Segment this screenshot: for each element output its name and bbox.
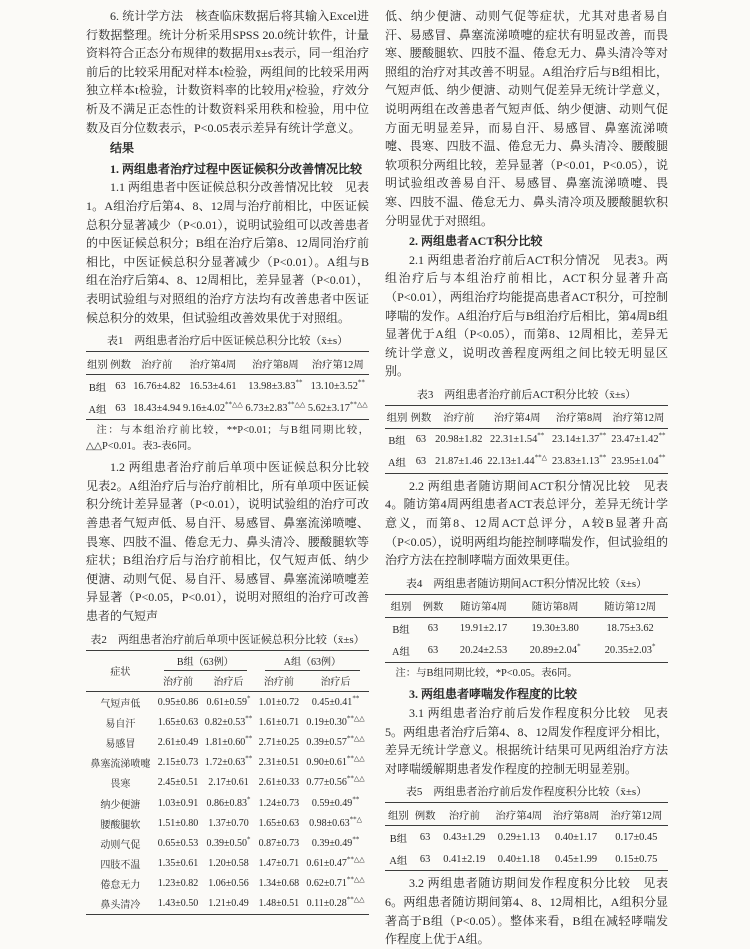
table-cell: 0.61±0.47**△△	[306, 855, 365, 870]
group-header: A组（63例）	[256, 650, 369, 671]
table-cell: 0.40±1.17	[555, 831, 598, 843]
table-cell: 0.43±1.29	[443, 831, 486, 843]
table-cell: 纳少便溏	[100, 799, 141, 811]
table-cell: 1.65±0.63	[258, 817, 300, 829]
table-cell: 0.39±0.49**	[311, 835, 360, 849]
table-cell: 0.45±0.41**	[311, 694, 360, 708]
table-2-block	[86, 631, 369, 915]
table-2	[86, 650, 369, 915]
table-cell: 19.91±2.17	[459, 623, 508, 635]
table-cell: 18.43±4.94	[133, 402, 181, 414]
column-header: 治疗前	[433, 405, 485, 428]
table-cell: 63	[427, 645, 439, 657]
paragraph-statistical-methods: 6. 统计学方法 核查临床数据后将其输入Excel进行数据整理。统计分析采用SPSS 20.0统计软件，计量资料符合正态分布规律的数据用x̄±s表示，同一组治疗前后的比较采用配对样本t检验，两组间的比较采用两独立样本t检验，计数资料率的比较用χ²检验，疗效分析及不满足正态性的计数资料采用秩和检验，用中位数及百分位数表示，P<0.05表示差异有统计学意义。	[86, 9, 369, 135]
table-4-block	[385, 575, 668, 682]
table-cell: B组	[88, 382, 107, 394]
table-cell: 0.45±1.99	[555, 853, 598, 865]
column-header: 治疗第12周	[609, 405, 668, 428]
column-header: 例数	[409, 405, 433, 428]
column-header: 组别	[385, 594, 417, 617]
table-cell: B组	[392, 625, 410, 637]
table-cell: 2.31±0.51	[258, 757, 300, 769]
table-cell: 21.87±1.46	[435, 456, 483, 468]
column-header: 治疗第8周	[244, 352, 306, 375]
left-column	[86, 7, 382, 949]
column-header: 症状	[86, 650, 155, 691]
table-cell: A组	[388, 458, 406, 470]
table-cell: 19.30±3.80	[531, 623, 579, 635]
table-cell: 6.73±2.83**△△	[245, 400, 306, 414]
table-cell: 1.48±0.51	[258, 898, 300, 910]
table-cell: 63	[115, 402, 126, 414]
table-cell: 0.86±0.83*	[206, 795, 251, 809]
table-cell: 易感冒	[105, 738, 136, 750]
table-3-title: 表3 两组患者治疗前后ACT积分比较（x̄±s）	[416, 388, 637, 401]
table-cell: 1.34±0.68	[258, 878, 300, 890]
table-cell: 16.53±4.61	[189, 380, 237, 392]
table-cell: 鼻塞流涕喷嚏	[90, 759, 151, 771]
table-cell: 22.31±1.54**	[490, 431, 545, 446]
table-cell: 倦怠无力	[100, 880, 141, 892]
table-2-title: 表2 两组患者治疗前后单项中医证候总积分比较（x̄±s）	[90, 633, 365, 646]
column-header: 治疗第4周	[485, 405, 550, 428]
table-row	[86, 773, 369, 793]
table-cell: 1.61±0.71	[258, 716, 300, 728]
table-3	[385, 405, 668, 474]
right-column	[385, 7, 668, 949]
table-cell: 动则气促	[100, 839, 141, 851]
table-cell: 9.16±4.02**△△	[182, 400, 243, 414]
table-cell: 0.41±2.19	[443, 853, 486, 865]
column-header: 治疗后	[302, 671, 369, 692]
table-cell: 23.47±1.42**	[611, 431, 666, 446]
table-cell: 0.39±0.50*	[206, 835, 251, 849]
table-cell: 1.03±0.91	[157, 797, 199, 809]
table-4	[385, 594, 668, 663]
table-5-block	[385, 783, 668, 871]
column-header: 治疗第8周	[547, 803, 604, 826]
table-cell: 1.51±0.80	[157, 817, 199, 829]
table-cell: 13.10±3.52**	[310, 378, 365, 392]
table-cell: 0.95±0.86	[157, 696, 199, 708]
table-cell: 0.90±0.61**△△	[306, 754, 365, 769]
table-cell: 畏寒	[110, 779, 131, 791]
column-header: 治疗第12周	[307, 352, 369, 375]
paragraph-1-1: 1.1 两组患者中医证候总积分改善情况比较 见表1。A组治疗后第4、8、12周与治疗前相比，中医证候总积分显著减少（P<0.01），说明试验组可以改善患者的中医证候总积分；B组在治疗后第8、12周同治疗前相比，中医证候总积分显著减少（P<0.01）。A组与B组在治疗后第4、8、12周相比，差异显著（P<0.01），表明试验组与对照组的治疗方法均有改善患者中医证候总积分的效果，但试验组改善效果优于对照组。	[86, 180, 369, 325]
table-cell: 2.61±0.49	[157, 736, 199, 748]
table-cell: 腰酸腿软	[100, 819, 141, 831]
table-cell: 2.71±0.25	[258, 736, 300, 748]
column-header: 治疗前	[256, 671, 302, 692]
table-cell: 1.65±0.63	[157, 716, 199, 728]
paragraph-1-2: 1.2 两组患者治疗前后单项中医证候总积分比较 见表2。A组治疗后与治疗前相比，所有单项中医证候积分统计差异显著（P<0.01），说明试验组的治疗可改善患者气短声低、易自汗、易感冒、鼻塞流涕喷嚏、畏寒、四肢不温、倦怠无力、鼻头清冷、腰酸腿软等症状；B组治疗后与治疗前相比，仅气短声低、纳少便溏、动则气促、易自汗、易感冒、鼻塞流涕喷嚏差异显著（P<0.05，P<0.01），说明对照组的治疗可改善患者的气短声	[86, 460, 382, 624]
table-1-title: 表1 两组患者治疗后中医证候总积分比较（x̄±s）	[106, 335, 349, 348]
table-cell: 18.75±3.62	[606, 623, 654, 635]
table-cell: A组	[392, 647, 410, 659]
table-row	[86, 397, 369, 420]
table-cell: 16.76±4.82	[133, 380, 181, 392]
table-1-block	[86, 332, 369, 454]
table-row	[385, 848, 668, 871]
table-5-title: 表5 两组患者治疗前后发作程度积分比较（x̄±s）	[405, 786, 648, 799]
table-cell: 1.06±0.56	[208, 878, 249, 890]
table-row	[86, 833, 369, 853]
table-cell: 63	[427, 623, 439, 635]
table-cell: 1.24±0.73	[258, 797, 300, 809]
table-row	[385, 428, 668, 451]
table-cell: 1.20±0.58	[208, 858, 249, 870]
table-cell: 1.81±0.60**	[204, 734, 253, 748]
heading-results: 结果	[110, 141, 135, 156]
table-cell: 0.77±0.56**△△	[306, 775, 365, 789]
paragraph-continuation: 低、纳少便溏、动则气促等症状，尤其对患者易自汗、易感冒、鼻塞流涕喷嚏的症状有明显改善，而畏寒、腰酸腿软、四肢不温、倦怠无力、鼻头清冷等对照组的治疗对其改善不明显。A组治疗后与B组相比，气短声低、纳少便溏、动则气促差异无统计学意义，说明两组在改善患者气短声低、纳少便溏、动则气促方面无明显差异，而易自汗、易感冒、鼻塞流涕喷嚏、畏寒、四肢不温、倦怠无力、鼻头清冷、腰酸腿软项积分两组比较，差异显著（P<0.01，P<0.05），说明试验组改善易自汗、易感冒、鼻塞流涕喷嚏、畏寒、四肢不温、倦怠无力、鼻头清冷项及腰酸腿软积分明显优于对照组。	[385, 9, 668, 228]
table-cell: 2.15±0.73	[157, 757, 199, 769]
table-cell: 0.62±0.71**△△	[306, 875, 365, 890]
table-cell: 2.45±0.51	[157, 777, 199, 789]
table-cell: 23.83±1.13**	[552, 453, 607, 468]
table-1	[86, 351, 369, 420]
table-row	[86, 894, 369, 915]
table-row	[86, 732, 369, 752]
table-cell: A组	[389, 855, 408, 867]
table-row	[86, 753, 369, 773]
table-cell: 20.98±1.82	[435, 434, 483, 446]
column-header: 治疗前	[438, 803, 490, 826]
table-cell: 63	[415, 434, 427, 446]
column-header: 治疗第12周	[605, 803, 668, 826]
table-cell: 鼻头清冷	[100, 900, 141, 912]
table-cell: A组	[88, 404, 107, 416]
table-cell: 1.72±0.63**	[204, 754, 253, 769]
column-header: 例数	[109, 352, 132, 375]
column-header: 随访第4周	[449, 594, 518, 617]
table-cell: 23.14±1.37**	[552, 431, 607, 446]
table-row	[86, 874, 369, 894]
table-cell: 四肢不温	[100, 860, 141, 872]
table-cell: 63	[419, 831, 431, 843]
column-header: 治疗第4周	[490, 803, 547, 826]
table-cell: 2.17±0.61	[208, 777, 249, 789]
column-header: 例数	[412, 803, 439, 826]
column-header: 随访第8周	[518, 594, 592, 617]
table-cell: 气短声低	[100, 698, 141, 710]
column-header: 例数	[417, 594, 449, 617]
table-cell: 63	[115, 380, 126, 392]
table-row	[86, 813, 369, 833]
group-header: B组（63例）	[155, 650, 256, 671]
table-4-title: 表4 两组患者随访期间ACT积分情况比较（x̄±s）	[405, 577, 648, 590]
table-row	[385, 451, 668, 474]
column-header: 治疗前	[132, 352, 182, 375]
table-cell: 0.17±0.45	[615, 831, 658, 843]
table-row	[385, 617, 668, 640]
paragraph-3-1: 3.1 两组患者治疗前后发作程度积分比较 见表5。两组患者治疗后第4、8、12周发作程度评分相比，差异无统计学意义。根据统计结果可见两组治疗方法对哮喘缓解期患者发作程度的控制无明显差别。	[385, 706, 668, 776]
table-cell: 0.61±0.59*	[206, 694, 251, 708]
table-cell: 20.35±2.03*	[604, 642, 656, 657]
table-cell: 22.13±1.44**△	[487, 453, 547, 468]
column-header: 随访第12周	[592, 594, 668, 617]
table-cell: 0.65±0.53	[157, 837, 199, 849]
column-header: 治疗第8周	[550, 405, 609, 428]
column-header: 治疗前	[155, 671, 201, 692]
paragraph-3-2: 3.2 两组患者随访期间发作程度积分比较 见表6。两组患者随访期间第4、8、12周相比，A组积分显著高于B组（P<0.05）。整体来看，B组在减轻哮喘发作程度上优于A组。	[385, 876, 668, 947]
table-cell: 1.47±0.71	[258, 858, 300, 870]
table-cell: 易自汗	[105, 718, 136, 730]
table-cell: 63	[419, 853, 431, 865]
heading-section-3: 3. 两组患者哮喘发作程度的比较	[409, 687, 578, 702]
table-cell: 0.15±0.75	[615, 853, 658, 865]
table-cell: B组	[388, 436, 406, 448]
paragraph-2-2: 2.2 两组患者随访期间ACT积分情况比较 见表4。随访第4周两组患者ACT表总评分，差异无统计学意义，而第8、12周ACT总评分，A较B显著升高（P<0.05），说明两组均能控制哮喘发作，但试验组的治疗方法在控制哮喘方面效果更佳。	[385, 478, 668, 568]
table-row	[385, 640, 668, 663]
table-cell: 1.35±0.61	[157, 858, 199, 870]
table-cell: 2.61±0.33	[258, 777, 300, 789]
table-row	[86, 793, 369, 813]
heading-section-2: 2. 两组患者ACT积分比较	[409, 234, 543, 249]
table-3-block	[385, 386, 668, 474]
table-row	[86, 692, 369, 713]
table-cell: 0.82±0.53**	[204, 714, 253, 728]
table-cell: 20.24±2.53	[459, 645, 508, 657]
column-header: 治疗后	[201, 671, 255, 692]
table-cell: 0.29±1.13	[497, 831, 540, 843]
table-cell: B组	[389, 833, 408, 845]
table-cell: 23.95±1.04**	[611, 453, 666, 468]
table-cell: 1.23±0.82	[157, 878, 199, 890]
column-header: 组别	[385, 405, 409, 428]
table-row	[86, 712, 369, 732]
table-4-note: 注：与B组同期比较，*P<0.05。表6同。	[395, 667, 578, 679]
table-5	[385, 802, 668, 871]
table-row	[86, 854, 369, 874]
table-cell: 63	[415, 456, 427, 468]
heading-section-1: 1. 两组患者治疗过程中医证候积分改善情况比较	[110, 161, 363, 176]
table-cell: 0.19±0.30**△△	[306, 714, 365, 728]
table-cell: 0.87±0.73	[258, 837, 300, 849]
table-cell: 0.59±0.49**	[311, 795, 360, 809]
table-cell: 0.98±0.63**△	[309, 815, 363, 829]
column-header: 组别	[86, 352, 109, 375]
column-header: 治疗第4周	[182, 352, 244, 375]
table-cell: 1.21±0.49	[208, 898, 249, 910]
table-row	[86, 375, 369, 398]
table-row	[385, 826, 668, 849]
table-cell: 1.43±0.50	[157, 898, 199, 910]
table-cell: 1.37±0.70	[208, 817, 249, 829]
paragraph-2-1: 2.1 两组患者治疗前后ACT积分情况 见表3。两组治疗后与本组治疗前相比，ACT积分显著升高（P<0.01），两组治疗均能提高患者ACT积分，可控制哮喘的发作。A组治疗后与B组治疗后相比，第4周B组显著优于A组（P<0.05），而第8、12周相比，差异无统计学意义，说明改善程度两组之间比较无明显区别。	[385, 252, 668, 379]
table-cell: 13.98±3.83**	[248, 378, 303, 392]
table-cell: 1.01±0.72	[258, 696, 300, 708]
table-cell: 0.39±0.57**△△	[306, 734, 365, 748]
table-cell: 0.40±1.18	[497, 853, 540, 865]
table-cell: 0.11±0.28**△△	[306, 896, 365, 910]
table-cell: 5.62±3.17**△△	[307, 400, 368, 414]
table-1-note: 注：与本组治疗前比较，**P<0.01；与B组同期比较，△△P<0.01。表3-表6同。	[86, 425, 369, 452]
table-cell: 20.89±2.04*	[529, 642, 581, 657]
column-header: 组别	[385, 803, 412, 826]
